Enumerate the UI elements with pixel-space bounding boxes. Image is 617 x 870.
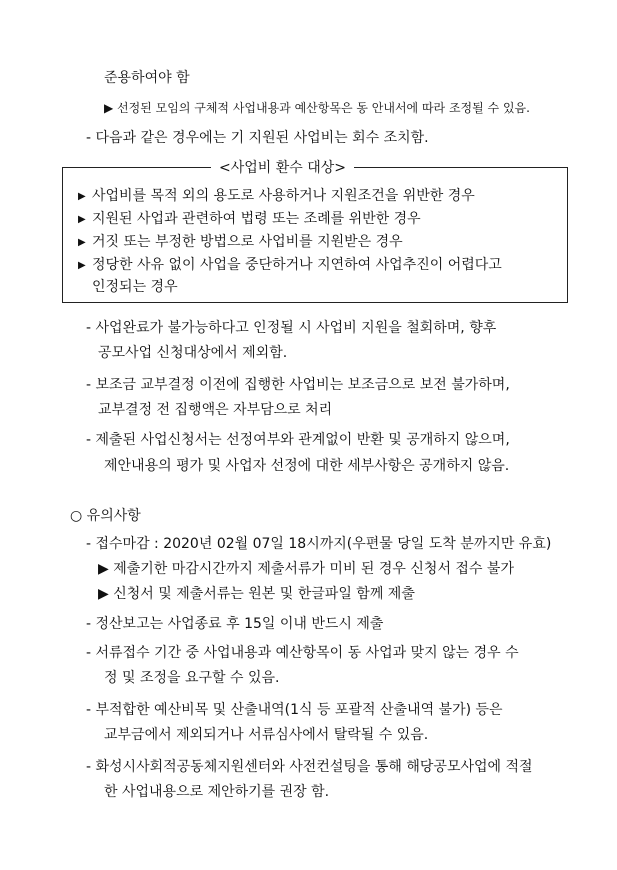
settlement-line: - 정산보고는 사업종료 후 15일 이내 반드시 제출 (86, 616, 384, 632)
bullet-line: - 보조금 교부결정 이전에 집행한 사업비는 보조금으로 보전 불가하며, (86, 377, 510, 393)
bullet-line: - 서류접수 기간 중 사업내용과 예산항목이 동 사업과 맞지 않는 경우 수 (86, 645, 519, 661)
recovery-item: ▶ 지원된 사업과 관련하여 법령 또는 조례를 위반한 경우 (78, 209, 421, 230)
bullet-line-continuation: 한 사업내용으로 제안하기를 권장 함. (104, 784, 330, 800)
continuation-line: 준용하여야 함 (104, 70, 190, 86)
bullet-arrow-icon: ▶ (78, 191, 86, 202)
section-title: ○ 유의사항 (70, 508, 141, 524)
bullet-arrow-icon: ▶ (78, 214, 86, 225)
recovery-item: ▶ 거짓 또는 부정한 방법으로 사업비를 지원받은 경우 (78, 232, 403, 253)
selection-note: ▶ 선정된 모임의 구체적 사업내용과 예산항목은 동 안내서에 따라 조정될 수 있음. (104, 101, 530, 115)
recovery-intro: - 다음과 같은 경우에는 기 지원된 사업비는 회수 조치함. (86, 130, 429, 146)
bullet-arrow-icon: ▶ (78, 237, 86, 248)
recovery-item: ▶ 정당한 사유 없이 사업을 중단하거나 지연하여 사업추진이 어렵다고 (78, 255, 502, 276)
bullet-line: - 사업완료가 불가능하다고 인정될 시 사업비 지원을 철회하며, 향후 (86, 320, 497, 336)
bullet-line: - 제출된 사업신청서는 선정여부와 관계없이 반환 및 공개하지 않으며, (86, 432, 510, 448)
recovery-item-continuation: 인정되는 경우 (92, 279, 178, 295)
bullet-line-continuation: 공모사업 신청대상에서 제외함. (98, 345, 288, 361)
deadline-subnote: ▶ 신청서 및 제출서류는 원본 및 한글파일 함께 제출 (98, 586, 415, 602)
bullet-line-continuation: 정 및 조정을 요구할 수 있음. (104, 670, 280, 686)
bullet-line-continuation: 교부금에서 제외되거나 서류심사에서 탈락될 수 있음. (104, 727, 429, 743)
bullet-line: - 부적합한 예산비목 및 산출내역(1식 등 포괄적 산출내역 불가) 등은 (86, 702, 503, 718)
bullet-line-continuation: 제안내용의 평가 및 사업자 선정에 대한 세부사항은 공개하지 않음. (104, 458, 510, 474)
deadline-line: - 접수마감 : 2020년 02월 07일 18시까지(우편물 당일 도착 분까지만 유효) (86, 536, 552, 552)
bullet-arrow-icon: ▶ (78, 260, 86, 271)
recovery-box-title: <사업비 환수 대상> (211, 158, 354, 178)
recovery-item: ▶ 사업비를 목적 외의 용도로 사용하거나 지원조건을 위반한 경우 (78, 186, 475, 207)
bullet-line: - 화성시사회적공동체지원센터와 사전컨설팅을 통해 해당공모사업에 적절 (86, 759, 533, 775)
deadline-subnote: ▶ 제출기한 마감시간까지 제출서류가 미비 된 경우 신청서 접수 불가 (98, 561, 514, 577)
bullet-line-continuation: 교부결정 전 집행액은 자부담으로 처리 (98, 402, 333, 418)
